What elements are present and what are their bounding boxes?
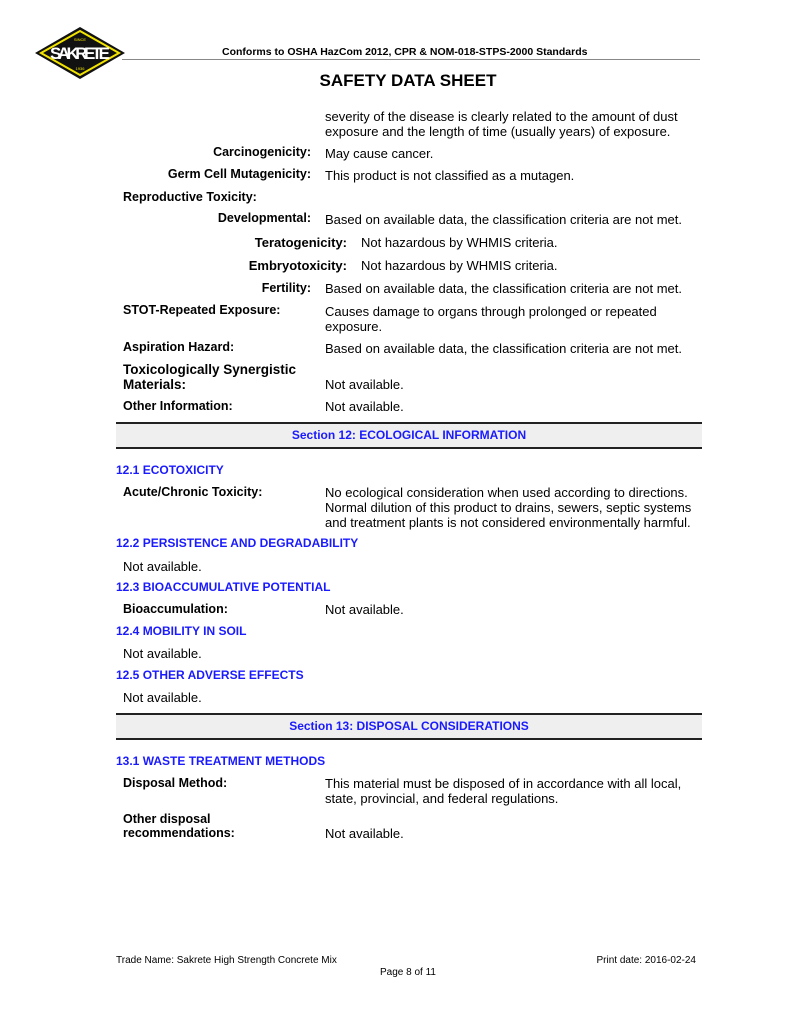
value: Based on available data, the classification criteria are not met. <box>325 341 682 356</box>
svg-text:1936: 1936 <box>75 66 85 71</box>
value: Not available. <box>325 399 404 414</box>
subsection-heading: 12.2 PERSISTENCE AND DEGRADABILITY <box>116 536 359 550</box>
label: Other Information: <box>123 399 233 413</box>
section-13-header: Section 13: DISPOSAL CONSIDERATIONS <box>116 713 702 740</box>
value: Not available. <box>123 646 202 661</box>
conforms-text: Conforms to OSHA HazCom 2012, CPR & NOM-018-STPS-2000 Standards <box>222 46 588 58</box>
label: recommendations: <box>123 826 235 840</box>
value: Based on available data, the classification criteria are not met. <box>325 281 682 296</box>
value: Not available. <box>123 690 202 705</box>
subsection-heading: 13.1 WASTE TREATMENT METHODS <box>116 754 326 768</box>
footer-page-number: Page 8 of 11 <box>380 967 436 978</box>
value: No ecological consideration when used according to directions. <box>325 485 688 500</box>
label: Acute/Chronic Toxicity: <box>123 485 263 499</box>
label: Other disposal <box>123 812 211 826</box>
label: Embryotoxicity: <box>248 258 347 273</box>
value: Causes damage to organs through prolonged or repeated <box>325 304 657 319</box>
label: Germ Cell Mutagenicity: <box>167 167 311 181</box>
label: Carcinogenicity: <box>213 145 311 159</box>
value: Not hazardous by WHMIS criteria. <box>361 258 558 273</box>
value: This material must be disposed of in accordance with all local, <box>325 776 682 791</box>
label: Disposal Method: <box>123 776 228 790</box>
subsection-heading: 12.1 ECOTOXICITY <box>116 463 224 477</box>
label: Bioaccumulation: <box>123 602 228 616</box>
value: Not hazardous by WHMIS criteria. <box>361 235 558 250</box>
value: Not available. <box>325 602 404 617</box>
label: Toxicologically Synergistic <box>123 362 297 377</box>
footer-print-date: Print date: 2016-02-24 <box>596 955 696 966</box>
value: state, provincial, and federal regulations. <box>325 791 559 806</box>
value: Not available. <box>325 826 404 841</box>
value: This product is not classified as a mutagen. <box>325 168 575 183</box>
value: Not available. <box>123 559 202 574</box>
value: Not available. <box>325 377 404 392</box>
label: Developmental: <box>217 211 311 225</box>
value: and treatment plants is not considered environmentally harmful. <box>325 515 691 530</box>
label: STOT-Repeated Exposure: <box>123 303 281 317</box>
text: severity of the disease is clearly related to the amount of dust <box>325 109 678 124</box>
subsection-heading: 12.3 BIOACCUMULATIVE POTENTIAL <box>116 580 331 594</box>
value: exposure. <box>325 319 383 334</box>
label: Reproductive Toxicity: <box>123 190 257 204</box>
svg-text:SINCE: SINCE <box>73 37 87 42</box>
label: Aspiration Hazard: <box>123 340 235 354</box>
footer-trade-name: Trade Name: Sakrete High Strength Concrete Mix <box>116 955 337 966</box>
value: May cause cancer. <box>325 146 434 161</box>
text: exposure and the length of time (usually years) of exposure. <box>325 124 671 139</box>
label: Fertility: <box>261 281 311 295</box>
label: Teratogenicity: <box>254 235 347 250</box>
subsection-heading: 12.4 MOBILITY IN SOIL <box>116 624 247 638</box>
label: Materials: <box>123 377 187 392</box>
subsection-heading: 12.5 OTHER ADVERSE EFFECTS <box>116 668 304 682</box>
header-divider <box>122 59 700 60</box>
page-title: SAFETY DATA SHEET <box>319 71 497 90</box>
section-12-header: Section 12: ECOLOGICAL INFORMATION <box>116 422 702 449</box>
value: Normal dilution of this product to drains, sewers, septic systems <box>325 500 692 515</box>
svg-text:SAKRETE: SAKRETE <box>50 44 110 63</box>
value: Based on available data, the classification criteria are not met. <box>325 212 682 227</box>
